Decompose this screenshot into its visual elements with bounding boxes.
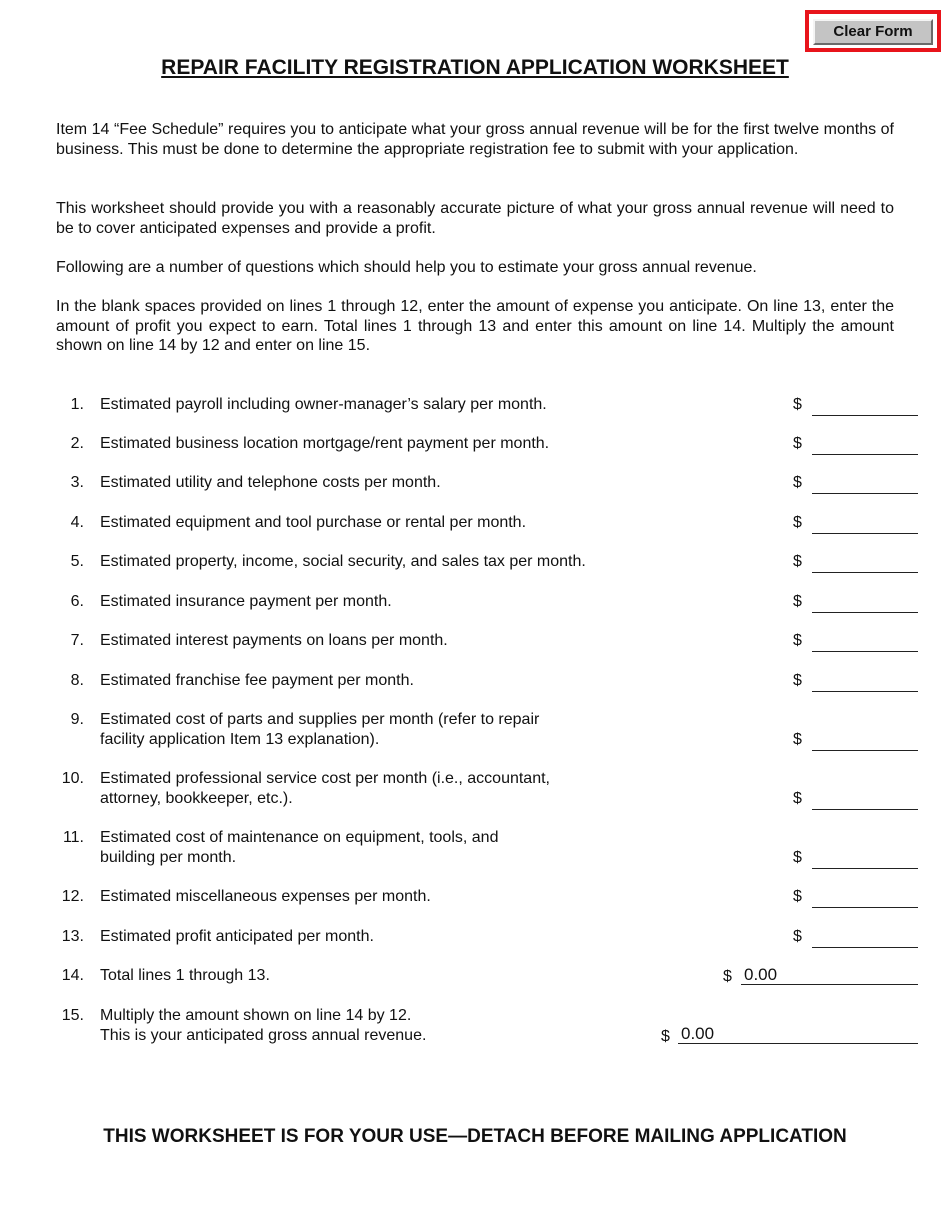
line-label: Estimated interest payments on loans per month. — [100, 632, 448, 649]
line-label: Estimated property, income, social security, and sales tax per month. — [100, 553, 586, 570]
line-number: 4. — [70, 514, 84, 531]
dollar-sign: $ — [723, 968, 732, 985]
line-number: 14. — [61, 967, 84, 984]
line-label: Estimated professional service cost per month (i.e., accountant, — [100, 770, 550, 787]
line-label-continued: This is your anticipated gross annual revenue. — [100, 1027, 427, 1044]
line-number: 9. — [70, 711, 84, 728]
line-label-continued: facility application Item 13 explanation). — [100, 731, 380, 748]
line-label: Estimated utility and telephone costs per month. — [100, 474, 441, 491]
intro-paragraph-2: This worksheet should provide you with a reasonably accurate picture of what your gross annual revenue will need to be to cover anticipated expenses and provide a profit. — [56, 200, 894, 237]
dollar-sign: $ — [793, 672, 802, 689]
dollar-sign: $ — [793, 553, 802, 570]
utility-input[interactable] — [812, 474, 918, 494]
maintenance-input[interactable] — [812, 849, 918, 869]
equipment-input[interactable] — [812, 514, 918, 534]
dollar-sign: $ — [793, 790, 802, 807]
line-label-continued: building per month. — [100, 849, 237, 866]
line-number: 1. — [70, 396, 84, 413]
dollar-sign: $ — [793, 514, 802, 531]
payroll-input[interactable] — [812, 396, 918, 416]
clear-form-button[interactable]: Clear Form — [813, 19, 933, 45]
dollar-sign: $ — [793, 731, 802, 748]
line-number: 15. — [61, 1007, 84, 1024]
intro-paragraph-3: Following are a number of questions which should help you to estimate your gross annual revenue. — [56, 259, 757, 276]
dollar-sign: $ — [793, 396, 802, 413]
line-label: Estimated franchise fee payment per month. — [100, 672, 414, 689]
line-number: 11. — [62, 829, 84, 846]
dollar-sign: $ — [793, 632, 802, 649]
line-label: Estimated profit anticipated per month. — [100, 928, 374, 945]
line-label-continued: attorney, bookkeeper, etc.). — [100, 790, 293, 807]
annual-revenue-field[interactable] — [678, 1024, 918, 1044]
line-number: 3. — [70, 474, 84, 491]
intro-paragraph-4: In the blank spaces provided on lines 1 through 12, enter the amount of expense you anticipate. On line 13, enter the amount of profit you expect to earn. Total lines 1 through 13 and enter this amount on line 14. Multiply the amount shown on line 14 by 12 and enter on line 15. — [56, 298, 894, 354]
professional-service-input[interactable] — [812, 790, 918, 810]
line-number: 8. — [70, 672, 84, 689]
dollar-sign: $ — [793, 474, 802, 491]
line-label: Multiply the amount shown on line 14 by 12. — [100, 1007, 412, 1024]
line-number: 10. — [61, 770, 84, 787]
dollar-sign: $ — [793, 593, 802, 610]
line-label: Total lines 1 through 13. — [100, 967, 270, 984]
line-number: 13. — [61, 928, 84, 945]
line-number: 6. — [70, 593, 84, 610]
dollar-sign: $ — [793, 435, 802, 452]
total-monthly-field[interactable] — [741, 965, 918, 985]
dollar-sign: $ — [793, 849, 802, 866]
rent-input[interactable] — [812, 435, 918, 455]
dollar-sign: $ — [661, 1028, 670, 1045]
line-label: Estimated cost of maintenance on equipment, tools, and — [100, 829, 499, 846]
miscellaneous-input[interactable] — [812, 888, 918, 908]
clear-form-highlight — [805, 10, 941, 52]
insurance-input[interactable] — [812, 593, 918, 613]
tax-input[interactable] — [812, 553, 918, 573]
line-label: Estimated payroll including owner-manager’s salary per month. — [100, 396, 547, 413]
line-number: 2. — [70, 435, 84, 452]
interest-input[interactable] — [812, 632, 918, 652]
dollar-sign: $ — [793, 928, 802, 945]
line-label: Estimated equipment and tool purchase or rental per month. — [100, 514, 527, 531]
line-label: Estimated cost of parts and supplies per month (refer to repair — [100, 711, 540, 728]
footer-notice: THIS WORKSHEET IS FOR YOUR USE—DETACH BEFORE MAILING APPLICATION — [103, 1126, 847, 1147]
dollar-sign: $ — [793, 888, 802, 905]
line-number: 7. — [70, 632, 84, 649]
intro-paragraph-1: Item 14 “Fee Schedule” requires you to anticipate what your gross annual revenue will be for the first twelve months of business. This must be done to determine the appropriate registration fee to submit with your application. — [56, 121, 894, 158]
line-number: 12. — [61, 888, 84, 905]
line-number: 5. — [70, 553, 84, 570]
line-label: Estimated miscellaneous expenses per month. — [100, 888, 431, 905]
page-title: REPAIR FACILITY REGISTRATION APPLICATION WORKSHEET — [161, 56, 789, 79]
profit-input[interactable] — [812, 928, 918, 948]
line-label: Estimated business location mortgage/rent payment per month. — [100, 435, 550, 452]
franchise-input[interactable] — [812, 672, 918, 692]
line-label: Estimated insurance payment per month. — [100, 593, 392, 610]
parts-input[interactable] — [812, 731, 918, 751]
